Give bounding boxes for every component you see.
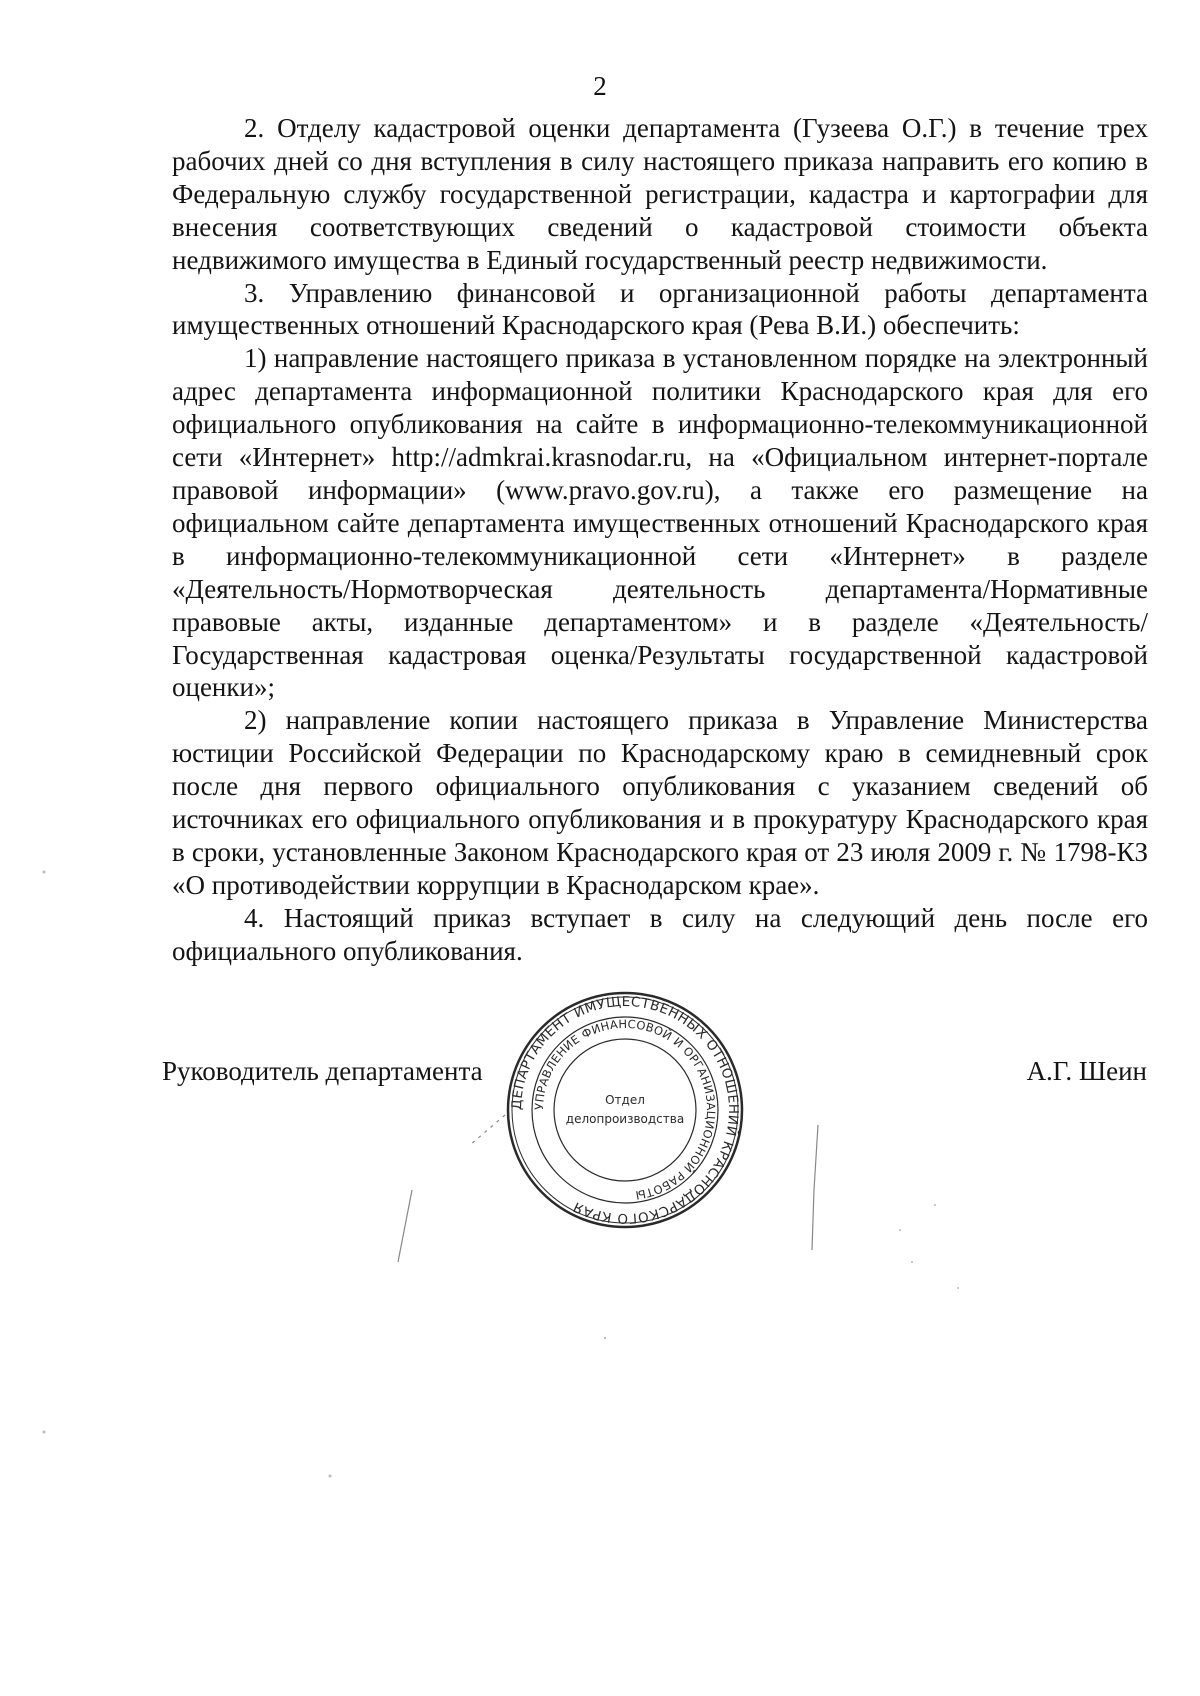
official-seal	[505, 990, 745, 1230]
seal-center-line-1: Отдел	[605, 1093, 645, 1107]
signature-stroke-left	[398, 1190, 412, 1262]
signature-dash-line	[470, 1115, 505, 1145]
speck	[899, 1229, 901, 1231]
speck	[934, 1204, 936, 1206]
paragraph-3-item-1-publication: 1) направление настоящего приказа в установленном порядке на электронный адрес департамента информационной политики Краснодарского края для его официального опубликования на сайте в информационно-телекоммуникационной сети «Интернет» http://admkrai.krasnodar.ru, на «Официальном интернет-портале правовой информации» (www.pravo.gov.ru), а также его размещение на официальном сайте департамента имущественных отношений Краснодарского края в информационно-телекоммуникационной сети «Интернет» в разделе «Деятельность/Нормотворческая деятельность департамента/Нормативные правовые акты, изданные департаментом» и в разделе «Деятельность/Государственная кадастровая оценка/Результаты государственной кадастровой оценки»;	[172, 343, 1148, 703]
speck	[43, 871, 46, 874]
seal-outer-text: ДЕПАРТАМЕНТ ИМУЩЕСТВЕННЫХ ОТНОШЕНИЙ КРАСНОДАРСКОГО КРАЯ	[508, 993, 742, 1227]
speck	[911, 1261, 913, 1263]
speck	[604, 1337, 606, 1339]
seal-center-line-2: делопроизводства	[565, 1112, 685, 1126]
speck	[329, 1475, 332, 1478]
seal-inner-text: УПРАВЛЕНИЕ ФИНАНСОВОЙ И ОРГАНИЗАЦИОННОЙ РАБОТЫ	[531, 1016, 719, 1203]
signature-stroke-right	[812, 1125, 818, 1250]
document-body	[172, 112, 1148, 968]
signer-name: А.Г. Шеин	[1026, 1056, 1147, 1086]
page-number: 2	[593, 71, 607, 101]
paragraph-3-finance-department: 3. Управлению финансовой и организационной работы департамента имущественных отношений Краснодарского края (Рева В.И.) обеспечить:	[172, 277, 1148, 341]
speck	[43, 1431, 46, 1434]
paragraph-2-cadastral-valuation: 2. Отделу кадастровой оценки департамента (Гузеева О.Г.) в течение трех рабочих дней со дня вступления в силу настоящего приказа направить его копию в Федеральную службу государственной регистрации, кадастра и картографии для внесения соответствующих сведений о кадастровой стоимости объекта недвижимого имущества в Единый государственный реестр недвижимости.	[172, 113, 1148, 275]
speck	[957, 1287, 959, 1289]
paragraph-3-item-2-ministry-copy: 2) направление копии настоящего приказа в Управление Министерства юстиции Российской Федерации по Краснодарскому краю в семидневный срок после дня первого официального опубликования с указанием сведений об источниках его официального опубликования и в прокуратуру Краснодарского края в сроки, установленные Законом Краснодарского края от 23 июля 2009 г. № 1798-КЗ «О противодействии коррупции в Краснодарском крае».	[172, 705, 1148, 900]
paragraph-4-entry-into-force: 4. Настоящий приказ вступает в силу на следующий день после его официального опубликования.	[172, 902, 1148, 966]
signer-title: Руководитель департамента	[162, 1056, 483, 1086]
